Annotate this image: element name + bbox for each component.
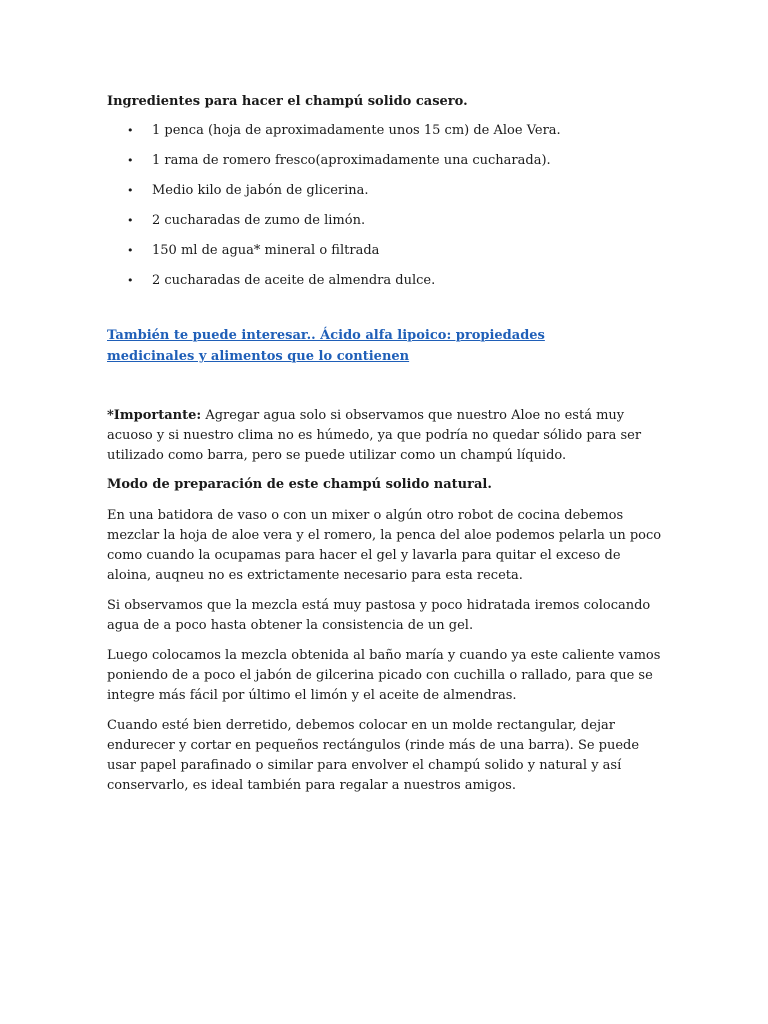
- ingredients-list: [107, 121, 662, 301]
- ingredient-text: 2 cucharadas de aceite de almendra dulce.: [152, 273, 436, 288]
- bullet-icon: •: [127, 244, 134, 257]
- related-article-link[interactable]: También te puede interesar.. Ácido alfa lipoico: propiedades medicinales y alimentos que lo contienen: [107, 328, 545, 364]
- ingredient-text: 1 penca (hoja de aproximadamente unos 15 cm) de Aloe Vera.: [152, 123, 561, 138]
- list-item: [107, 121, 662, 151]
- list-item: [107, 211, 662, 241]
- list-item: [107, 271, 662, 301]
- ingredient-text: 150 ml de agua* mineral o filtrada: [152, 243, 380, 258]
- preparation-heading: Modo de preparación de este champú solido natural.: [107, 477, 492, 492]
- bullet-icon: •: [127, 274, 134, 287]
- important-note: [107, 406, 662, 466]
- preparation-paragraph-1: En una batidora de vaso o con un mixer o algún otro robot de cocina debemos mezclar la hoja de aloe vera y el romero, la penca del aloe podemos pelarla un poco como cuando la ocupamas para hacer el gel y lavarla para quitar el exceso de aloina, auqneu no es extrictamente necesario para esta receta.: [107, 508, 662, 583]
- preparation-paragraph-4: Cuando esté bien derretido, debemos colocar en un molde rectangular, dejar endurecer y cortar en pequeños rectángulos (rinde más de una barra). Se puede usar papel parafinado o similar para envolver el champú solido y natural y así conservarlo, es ideal también para regalar a nuestros amigos.: [107, 718, 640, 793]
- important-text: Agregar agua solo si observamos que nuestro Aloe no está muy acuoso y si nuestro clima no es húmedo, ya que podría no quedar sólido para ser utilizado como barra, pero se puede utilizar como un champú líquido.: [107, 408, 642, 463]
- list-item: [107, 241, 662, 271]
- bullet-icon: •: [127, 184, 134, 197]
- ingredient-text: 2 cucharadas de zumo de limón.: [152, 213, 366, 228]
- preparation-paragraph-3: Luego colocamos la mezcla obtenida al baño maría y cuando ya este caliente vamos poniendo de a poco el jabón de gilcerina picado con cuchilla o rallado, para que se integre más fácil por último el limón y el aceite de almendras.: [107, 648, 661, 703]
- list-item: [107, 151, 662, 181]
- list-item: [107, 181, 662, 211]
- ingredients-heading: Ingredientes para hacer el champú solido casero.: [107, 94, 468, 109]
- bullet-icon: •: [127, 154, 134, 167]
- ingredient-text: 1 rama de romero fresco(aproximadamente una cucharada).: [152, 153, 551, 168]
- bullet-icon: •: [127, 124, 134, 137]
- important-label: *Importante:: [107, 408, 202, 423]
- preparation-paragraph-2: Si observamos que la mezcla está muy pastosa y poco hidratada iremos colocando agua de a poco hasta obtener la consistencia de un gel.: [107, 598, 651, 633]
- ingredient-text: Medio kilo de jabón de glicerina.: [152, 183, 369, 198]
- bullet-icon: •: [127, 214, 134, 227]
- document-page: [107, 92, 662, 796]
